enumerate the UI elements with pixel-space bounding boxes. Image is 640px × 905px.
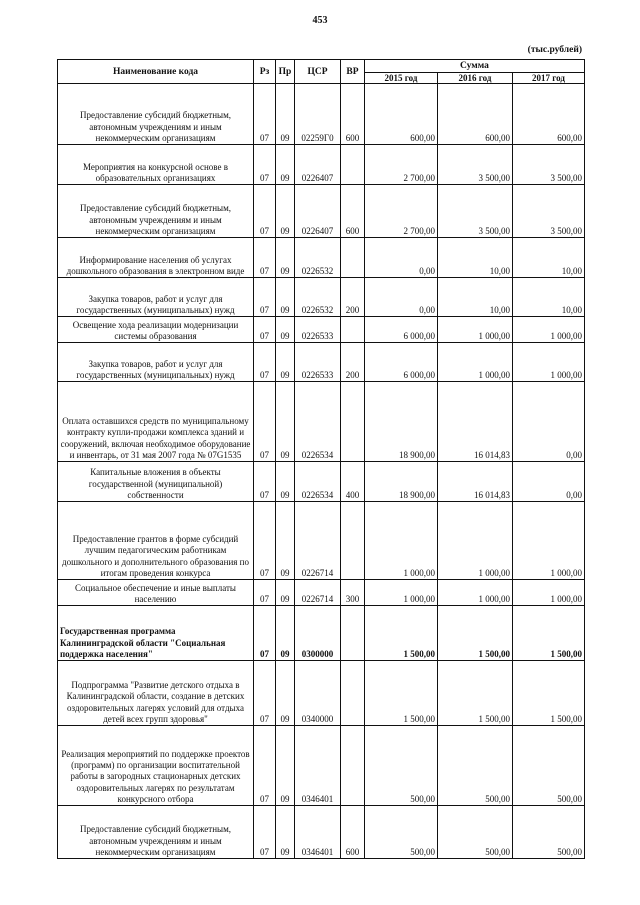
- row-2017: 10,00: [513, 238, 585, 278]
- row-2016: 1 500,00: [438, 606, 513, 661]
- row-2015: 2 700,00: [365, 145, 438, 185]
- row-2015: 18 900,00: [365, 462, 438, 502]
- row-rz: 07: [254, 317, 276, 343]
- row-name: Капитальные вложения в объекты государственной (муниципальной) собственности: [58, 462, 254, 502]
- row-rz: 07: [254, 462, 276, 502]
- row-2017: 1 500,00: [513, 606, 585, 661]
- row-pr: 09: [276, 606, 295, 661]
- row-2017: 10,00: [513, 278, 585, 317]
- row-2017: 1 000,00: [513, 580, 585, 606]
- row-2015: 0,00: [365, 238, 438, 278]
- row-csr: 0300000: [295, 606, 341, 661]
- row-2016: 500,00: [438, 806, 513, 859]
- row-rz: 07: [254, 382, 276, 462]
- row-2016: 1 500,00: [438, 661, 513, 726]
- row-csr: 0346401: [295, 726, 341, 806]
- row-2015: 18 900,00: [365, 382, 438, 462]
- row-name: Закупка товаров, работ и услуг для государственных (муниципальных) нужд: [58, 343, 254, 382]
- row-csr: 0226407: [295, 185, 341, 238]
- row-vr: [341, 238, 365, 278]
- row-2017: 1 000,00: [513, 317, 585, 343]
- row-rz: 07: [254, 661, 276, 726]
- header-rz: Рз: [254, 60, 276, 84]
- table-row: [58, 580, 585, 606]
- row-csr: 0346401: [295, 806, 341, 859]
- row-name: Государственная программа Калининградской области "Социальная поддержка населения": [58, 606, 254, 661]
- row-csr: 0226534: [295, 382, 341, 462]
- row-vr: [341, 382, 365, 462]
- row-2016: 1 000,00: [438, 317, 513, 343]
- row-pr: 09: [276, 317, 295, 343]
- table-row: [58, 502, 585, 580]
- row-pr: 09: [276, 462, 295, 502]
- header-vr: ВР: [341, 60, 365, 84]
- header-2015: 2015 год: [365, 73, 438, 84]
- row-rz: 07: [254, 726, 276, 806]
- row-rz: 07: [254, 145, 276, 185]
- row-2017: 3 500,00: [513, 185, 585, 238]
- row-name: Закупка товаров, работ и услуг для государственных (муниципальных) нужд: [58, 278, 254, 317]
- row-pr: 09: [276, 726, 295, 806]
- row-2015: 6 000,00: [365, 343, 438, 382]
- row-rz: 07: [254, 185, 276, 238]
- row-name: Оплата оставшихся средств по муниципальному контракту купли-продажи комплекса зданий и сооружений, включая необходимое оборудование и инвентарь, от 31 мая 2007 года № 07G1535: [58, 382, 254, 462]
- row-2015: 1 000,00: [365, 580, 438, 606]
- row-2017: 0,00: [513, 462, 585, 502]
- row-2016: 500,00: [438, 726, 513, 806]
- row-vr: [341, 317, 365, 343]
- row-2015: 1 500,00: [365, 661, 438, 726]
- row-name: Подпрограмма "Развитие детского отдыха в Калининградской области, создание в детских оздоровительных лагерях условий для отдыха детей всех групп здоровья": [58, 661, 254, 726]
- row-pr: 09: [276, 185, 295, 238]
- row-2015: 600,00: [365, 84, 438, 145]
- row-name: Реализация мероприятий по поддержке проектов (программ) по организации воспитательной работы в загородных стационарных детских оздоровительных лагерях по результатам конкурсного отбора: [58, 726, 254, 806]
- row-csr: 0226714: [295, 502, 341, 580]
- row-vr: 300: [341, 580, 365, 606]
- row-pr: 09: [276, 661, 295, 726]
- row-name: Предоставление субсидий бюджетным, автономным учреждениям и иным некоммерческим организациям: [58, 84, 254, 145]
- row-name: Предоставление грантов в форме субсидий лучшим педагогическим работникам дошкольного и дополнительного образования по итогам проведения конкурса: [58, 502, 254, 580]
- units-label: (тыс.рублей): [527, 45, 582, 55]
- row-rz: 07: [254, 84, 276, 145]
- row-vr: [341, 145, 365, 185]
- row-2017: 3 500,00: [513, 145, 585, 185]
- row-pr: 09: [276, 238, 295, 278]
- row-2015: 500,00: [365, 726, 438, 806]
- row-rz: 07: [254, 238, 276, 278]
- budget-table: [57, 59, 585, 859]
- header-2016: 2016 год: [438, 73, 513, 84]
- header-2017: 2017 год: [513, 73, 585, 84]
- row-csr: 0226714: [295, 580, 341, 606]
- row-pr: 09: [276, 84, 295, 145]
- row-vr: [341, 606, 365, 661]
- header-pr: Пр: [276, 60, 295, 84]
- row-csr: 02259Г0: [295, 84, 341, 145]
- row-2015: 500,00: [365, 806, 438, 859]
- table-row: [58, 278, 585, 317]
- row-csr: 0226407: [295, 145, 341, 185]
- row-2015: 2 700,00: [365, 185, 438, 238]
- row-name: Предоставление субсидий бюджетным, автономным учреждениям и иным некоммерческим организациям: [58, 185, 254, 238]
- row-2016: 3 500,00: [438, 185, 513, 238]
- row-rz: 07: [254, 606, 276, 661]
- row-csr: 0226532: [295, 238, 341, 278]
- row-pr: 09: [276, 806, 295, 859]
- row-name: Предоставление субсидий бюджетным, автономным учреждениям и иным некоммерческим организациям: [58, 806, 254, 859]
- table-header: [58, 60, 585, 84]
- table-row: [58, 382, 585, 462]
- row-pr: 09: [276, 145, 295, 185]
- row-pr: 09: [276, 382, 295, 462]
- table-row: [58, 317, 585, 343]
- row-csr: 0226534: [295, 462, 341, 502]
- row-2016: 16 014,83: [438, 462, 513, 502]
- row-2017: 1 000,00: [513, 343, 585, 382]
- table-row: [58, 661, 585, 726]
- row-2017: 500,00: [513, 806, 585, 859]
- row-pr: 09: [276, 278, 295, 317]
- row-pr: 09: [276, 343, 295, 382]
- row-vr: 600: [341, 185, 365, 238]
- table-row: [58, 806, 585, 859]
- row-2016: 16 014,83: [438, 382, 513, 462]
- table-row: [58, 238, 585, 278]
- row-2016: 10,00: [438, 278, 513, 317]
- row-name: Мероприятия на конкурсной основе в образовательных организациях: [58, 145, 254, 185]
- table-row: [58, 726, 585, 806]
- row-rz: 07: [254, 278, 276, 317]
- row-vr: 600: [341, 806, 365, 859]
- row-2017: 0,00: [513, 382, 585, 462]
- header-sum: Сумма: [365, 60, 585, 73]
- row-csr: 0226533: [295, 343, 341, 382]
- row-2016: 600,00: [438, 84, 513, 145]
- row-2016: 1 000,00: [438, 343, 513, 382]
- row-rz: 07: [254, 580, 276, 606]
- header-csr: ЦСР: [295, 60, 341, 84]
- row-vr: [341, 726, 365, 806]
- row-name: Социальное обеспечение и иные выплаты населению: [58, 580, 254, 606]
- row-pr: 09: [276, 502, 295, 580]
- row-rz: 07: [254, 806, 276, 859]
- row-2017: 500,00: [513, 726, 585, 806]
- row-2016: 1 000,00: [438, 580, 513, 606]
- row-vr: [341, 661, 365, 726]
- row-csr: 0226533: [295, 317, 341, 343]
- page-number: 453: [312, 15, 328, 26]
- row-2017: 1 000,00: [513, 502, 585, 580]
- table-row: [58, 343, 585, 382]
- row-vr: 400: [341, 462, 365, 502]
- row-pr: 09: [276, 580, 295, 606]
- table-row: [58, 185, 585, 238]
- row-vr: [341, 502, 365, 580]
- table-row: [58, 84, 585, 145]
- row-2016: 1 000,00: [438, 502, 513, 580]
- row-csr: 0226532: [295, 278, 341, 317]
- row-2015: 0,00: [365, 278, 438, 317]
- row-2016: 3 500,00: [438, 145, 513, 185]
- row-rz: 07: [254, 502, 276, 580]
- row-2016: 10,00: [438, 238, 513, 278]
- row-2015: 1 000,00: [365, 502, 438, 580]
- row-csr: 0340000: [295, 661, 341, 726]
- table-row: [58, 462, 585, 502]
- row-vr: 600: [341, 84, 365, 145]
- row-2017: 600,00: [513, 84, 585, 145]
- row-name: Освещение хода реализации модернизации системы образования: [58, 317, 254, 343]
- header-name: Наименование кода: [58, 60, 254, 84]
- row-vr: 200: [341, 278, 365, 317]
- table-row: [58, 606, 585, 661]
- row-rz: 07: [254, 343, 276, 382]
- row-vr: 200: [341, 343, 365, 382]
- row-2015: 6 000,00: [365, 317, 438, 343]
- row-2015: 1 500,00: [365, 606, 438, 661]
- table-row: [58, 145, 585, 185]
- row-name: Информирование населения об услугах дошкольного образования в электронном виде: [58, 238, 254, 278]
- row-2017: 1 500,00: [513, 661, 585, 726]
